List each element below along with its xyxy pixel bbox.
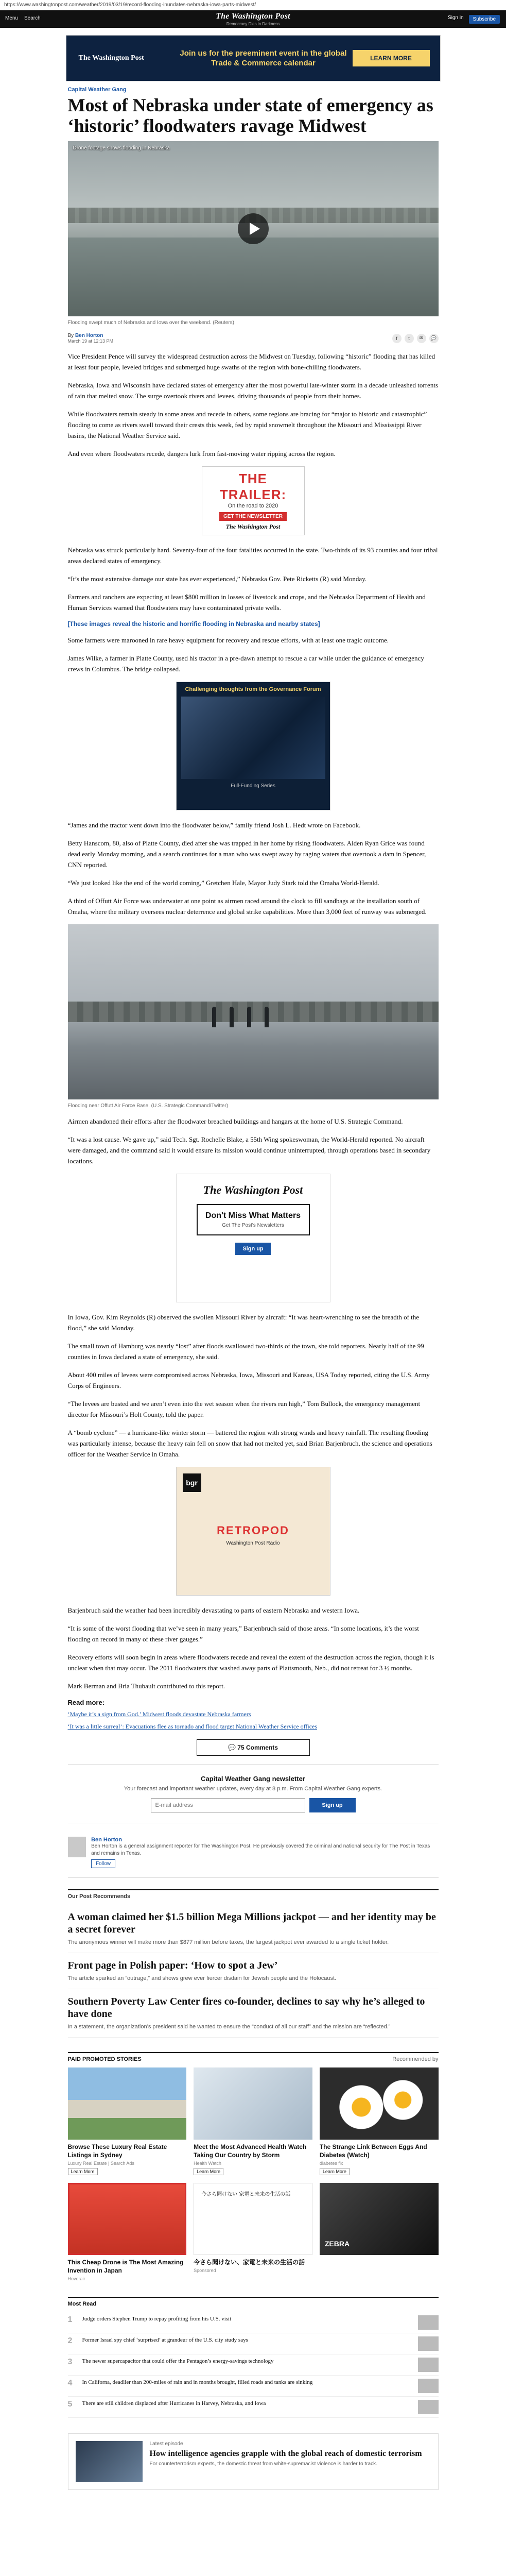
article-paragraph: In Iowa, Gov. Kim Reynolds (R) observed the swollen Missouri River by aircraft: “It was heart-wrenching to see the breadth of the flood,” she said Monday.	[67, 1313, 420, 1332]
promo-title: Don't Miss What Matters	[205, 1211, 301, 1220]
photo-caption: Flooding near Offutt Air Force Base. (U.S. Strategic Command/Twitter)	[67, 1103, 229, 1109]
promoted-grid	[68, 2067, 439, 2281]
photo-people	[212, 1007, 269, 1027]
sign-in-link[interactable]: Sign in	[447, 15, 464, 21]
article-paragraph: Recovery efforts will soon begin in areas where floodwaters recede and reveal the extent of the destruction across the region, though it is unclear when that may occur. The 2011 floodwaters that washed away parts of Plattsmouth, Neb., did not retreat for 3 ½ months.	[67, 1653, 434, 1672]
mid-ad-footer: Full-Funding Series	[231, 783, 275, 789]
author-link[interactable]: Ben Horton	[75, 333, 103, 338]
top-banner-ad[interactable]	[66, 35, 441, 81]
retropod-title: RETROPOD	[217, 1524, 289, 1537]
related-story-link[interactable]: [These images reveal the historic and horrific flooding in Nebraska and nearby states]	[67, 620, 320, 628]
page-end-spacer	[68, 2500, 439, 2521]
trailer-subtitle: On the road to 2020	[228, 503, 278, 509]
ad-cta-button[interactable]: LEARN MORE	[353, 50, 430, 66]
article-paragraph: “We just looked like the end of the world coming,” Gretchen Hale, Mayor Judy Stark told the Omaha World-Herald.	[67, 879, 379, 887]
video-caption: Flooding swept much of Nebraska and Iowa over the weekend. (Reuters)	[67, 320, 235, 326]
rank-number: 4	[67, 2379, 73, 2387]
thumbnail	[418, 2379, 439, 2393]
article-headline: Most of Nebraska under state of emergency as ‘historic’ floodwaters ravage Midwest	[67, 95, 433, 136]
promoted-image	[194, 2067, 312, 2140]
menu-button[interactable]: Menu	[5, 15, 19, 21]
article-paragraph: While floodwaters remain steady in some areas and recede in others, some regions are bracing for “major to historic and catastrophic” flooding to come as rivers swell toward their crests this week, fed by rapid snowmelt throughout the Missouri and Mississippi River basins, the National Weather Service said.	[67, 410, 427, 439]
newsletter-title: Capital Weather Gang newsletter	[201, 1775, 305, 1783]
byline-prefix: By	[67, 333, 74, 338]
learn-more-button[interactable]: Learn More	[68, 2168, 98, 2175]
lead-video[interactable]	[68, 141, 439, 316]
zebra-logo: ZEBRA	[324, 2240, 350, 2248]
newsletter-promo-ad[interactable]	[176, 1174, 330, 1302]
site-logo[interactable]: The Washington Post	[216, 12, 290, 21]
newsletter-form	[68, 1798, 439, 1812]
read-more-link[interactable]: ‘Maybe it’s a sign from God.’ Midwest floods devastate Nebraska farmers	[67, 1710, 251, 1718]
promo-subtitle: Get The Post's Newsletters	[222, 1223, 284, 1228]
trailer-title: THE TRAILER:	[219, 471, 287, 502]
learn-more-button[interactable]: Learn More	[194, 2168, 223, 2175]
most-read-headline[interactable]: Former Israel spy chief ‘surprised’ at grandeur of the U.S. city study says	[82, 2337, 248, 2343]
masthead-menu	[5, 15, 41, 21]
article-paragraph: “It is some of the worst flooding that we’ve seen in many years,” Barjenbruch said of those areas. “In some locations, it’s the worst flooding on record in many of these river gauges.”	[67, 1624, 419, 1643]
recommendation-summary: The article sparked an “outrage,” and shows grew ever fiercer disdain for Jewish people and the Holocaust.	[67, 1975, 337, 1981]
episode-thumbnail	[76, 2441, 143, 2482]
promoted-card[interactable]	[68, 2183, 187, 2281]
most-read-heading: Most Read	[67, 2301, 97, 2307]
video-floodwater	[68, 238, 439, 316]
promoted-sponsor: Luxury Real Estate | Search Ads	[67, 2161, 134, 2166]
article-paragraph: A third of Offutt Air Force was underwater at one point as airmen raced around the clock to fill sandbags at the installation south of Omaha, where the military oversees nuclear deterrence and global strike capabilities. More than 3,000 feet of runway was submerged.	[67, 897, 427, 916]
episode-headline[interactable]: How intelligence agencies grapple with the global reach of domestic terrorism	[149, 2449, 422, 2458]
most-read-headline[interactable]: In Californa, deadlier than 200-miles of rain and in months brought, filled roads and tanks are sinking	[82, 2379, 313, 2385]
promoted-title: This Cheap Drone is The Most Amazing Invention in Japan	[67, 2259, 184, 2274]
recommendation-headline[interactable]: Front page in Polish paper: ‘How to spot a Jew’	[67, 1960, 278, 1971]
article-paragraph: “The levees are busted and we aren’t even into the wet season when the rivers run high,” Tom Bullock, the emergency management director for Missouri’s Holt County, told the paper.	[67, 1400, 421, 1418]
list-item[interactable]	[68, 2312, 439, 2333]
promoted-card[interactable]	[194, 2183, 312, 2281]
video-title-overlay: Drone footage shows flooding in Nebraska	[73, 145, 170, 151]
article-paragraph: About 400 miles of levees were compromised across Nebraska, Iowa, Missouri and Kansas, USA Today reported, citing the U.S. Army Corps of Engineers.	[67, 1371, 430, 1389]
recommendation-item[interactable]	[68, 1989, 439, 2038]
promoted-card[interactable]	[194, 2067, 312, 2176]
site-tagline: Democracy Dies in Darkness	[226, 22, 280, 26]
most-read-headline[interactable]: The newer supercapacitor that could offer the Pentagon’s energy-savings technology	[82, 2358, 274, 2364]
subscribe-button[interactable]: Subscribe	[469, 15, 500, 24]
article-paragraph: Airmen abandoned their efforts after the floodwater breached buildings and hangars at the home of U.S. Strategic Command.	[67, 1117, 403, 1125]
recommendations-heading: Our Post Recommends	[68, 1889, 439, 1900]
article-paragraph: James Wilke, a farmer in Platte County, used his tractor in a pre-dawn attempt to rescue a car while under the guidance of emergency crews in Columbus. The bridge collapsed.	[67, 654, 424, 673]
thumbnail	[418, 2400, 439, 2414]
rank-number: 5	[67, 2400, 73, 2409]
author-bio	[68, 1833, 439, 1878]
article-paragraph: The small town of Hamburg was nearly “lost” after floods swallowed two-thirds of the town, she told reporters. Nearly half of the 99 counties in Iowa declared a state of emergency, she said.	[67, 1342, 424, 1361]
article-paragraph: Betty Hanscom, 80, also of Platte County, died after she was trapped in her home by rising floodwaters. Aiden Ryan Grice was found dead early Monday morning, and a search continues for a man who was swept away by raging waters that overtook a dam in Spencer, CNN reported.	[67, 839, 426, 869]
promo-signup-button[interactable]: Sign up	[235, 1243, 270, 1255]
list-item[interactable]	[68, 2397, 439, 2418]
offutt-flood-photo	[68, 924, 439, 1099]
list-item[interactable]	[68, 2376, 439, 2397]
article-paragraph: “It was a lost cause. We gave up,” said Tech. Sgt. Rochelle Blake, a 55th Wing spokeswoman, the World-Herald reported. No aircraft were damaged, and the command said it would ensure its mission would continue uninterrupted, through operations based in secondary locations.	[67, 1136, 431, 1165]
promoted-title: Browse These Luxury Real Estate Listings in Sydney	[67, 2143, 167, 2159]
most-read-headline[interactable]: Judge orders Stephen Trump to repay profiting from his U.S. visit	[82, 2316, 232, 2322]
latest-episode[interactable]	[68, 2433, 439, 2490]
article-paragraph: “It’s the most extensive damage our state has ever experienced,” Nebraska Gov. Pete Ricketts (R) said Monday.	[67, 575, 367, 583]
avatar	[68, 1837, 86, 1857]
article-paragraph: Mark Berman and Bria Thubault contributed to this report.	[67, 1682, 225, 1690]
retropod-ad[interactable]	[176, 1467, 330, 1596]
article-kicker[interactable]: Capital Weather Gang	[67, 87, 127, 93]
thumbnail	[418, 2336, 439, 2351]
most-read-headline[interactable]: There are still children displaced after Hurricanes in Harvey, Nebraska, and Iowa	[82, 2400, 266, 2406]
promo-logo: The Washington Post	[203, 1183, 303, 1196]
mid-article-ad[interactable]	[176, 682, 330, 810]
article-paragraph: Vice President Pence will survey the widespread destruction across the Midwest on Tuesday, following “historic” flooding that has killed at least four people, leveled bridges and submerged huge swaths of the region with bone-chilling floodwaters.	[67, 352, 435, 371]
promoted-card[interactable]	[320, 2183, 439, 2281]
promoted-title: The Strange Link Between Eggs And Diabetes (Watch)	[319, 2143, 427, 2159]
facebook-icon[interactable]: f	[392, 334, 402, 343]
masthead-actions	[448, 15, 500, 24]
site-masthead	[0, 10, 506, 28]
comments-count: 75 Comments	[237, 1744, 278, 1751]
recommendation-item[interactable]	[68, 1905, 439, 1953]
episode-summary: For counterterrorism experts, the domestic threat from white-supremacist violence is harder to track.	[149, 2461, 377, 2467]
publish-date: March 19 at 12:13 PM	[67, 338, 114, 344]
newsletter-description: Your forecast and important weather updates, every day at 8 p.m. From Capital Weather Gang experts.	[124, 1786, 382, 1792]
thumbnail	[418, 2358, 439, 2372]
trailer-brand: The Washington Post	[225, 523, 281, 530]
episode-label: Latest episode	[149, 2441, 183, 2447]
promoted-title: Meet the Most Advanced Health Watch Taking Our Country by Storm	[194, 2143, 307, 2159]
list-item[interactable]	[68, 2354, 439, 2376]
read-more-link[interactable]: ‘It was a little surreal’: Evacuations flee as tornado and flood target National Weather Service offices	[67, 1723, 318, 1730]
article	[68, 87, 439, 2521]
promoted-image	[194, 2183, 312, 2255]
article-paragraph: And even where floodwaters recede, dangers lurk from fast-moving water ripping across the region.	[67, 450, 336, 457]
author-name-link[interactable]: Ben Horton	[91, 1837, 122, 1843]
recommendation-headline[interactable]: Southern Poverty Law Center fires co-founder, declines to say why he’s alleged to have done	[67, 1996, 425, 2020]
promoted-jp-text: 今さら聞けない 家電と未来の生活の話	[201, 2192, 291, 2197]
share-tools	[392, 334, 439, 343]
follow-button[interactable]: Follow	[91, 1859, 115, 1868]
search-button[interactable]: Search	[24, 15, 41, 21]
article-paragraph: Farmers and ranchers are expecting at least $800 million in losses of livestock and crops, and the Nebraska Department of Health and Human Services warned that floodwaters may have contaminated private wells.	[67, 593, 426, 612]
promoted-image	[68, 2067, 187, 2140]
article-paragraph: Nebraska, Iowa and Wisconsin have declared states of emergency after the most powerful late-winter storm in a decade unleashed torrents of rain that melted snow. The surge overtook rivers and levees, driving thousands of people from their homes.	[67, 381, 439, 400]
ad-copy: Join us for the preeminent event in the global Trade & Commerce calendar	[180, 49, 347, 67]
retropod-badge: bgr	[183, 1473, 201, 1492]
recommendation-summary: In a statement, the organization’s president said he wanted to ensure the “conduct of all our staff” and the mission are “reflected.”	[67, 2024, 391, 2030]
promo-box	[197, 1204, 310, 1235]
promoted-image	[320, 2183, 439, 2255]
email-icon[interactable]: ✉	[417, 334, 426, 343]
promoted-title: PAID PROMOTED STORIES	[67, 2056, 142, 2062]
promoted-card[interactable]	[68, 2067, 187, 2176]
rank-number: 3	[67, 2358, 73, 2366]
read-more-heading: Read more:	[67, 1699, 105, 1706]
promoted-stories-heading	[68, 2052, 439, 2062]
list-item[interactable]	[68, 2333, 439, 2354]
play-icon[interactable]	[238, 213, 269, 244]
promoted-sponsor: Hoverair	[67, 2276, 85, 2281]
retropod-subtitle: Washington Post Radio	[226, 1540, 280, 1546]
recommended-by[interactable]: Recommended by	[392, 2056, 439, 2062]
rank-number: 1	[67, 2315, 73, 2324]
cwg-newsletter-signup	[68, 1764, 439, 1823]
article-paragraph: A “bomb cyclone” — a hurricane-like winter storm — battered the region with strong winds and heavy rainfall. The resulting flooding was particularly intense, because the heavy rain fell on snow that had not melted yet, said Brian Barjenbruch, the science and operations officer for the Weather Service in Omaha.	[67, 1429, 432, 1458]
recommendation-item[interactable]	[68, 1953, 439, 1989]
promoted-sponsor: Health Watch	[194, 2161, 221, 2166]
twitter-icon[interactable]: t	[405, 334, 414, 343]
recommendation-summary: The anonymous winner will make more than $877 million before taxes, the largest jackpot ever awarded to a single ticket holder.	[67, 1939, 389, 1945]
comment-icon[interactable]: 💬	[429, 334, 439, 343]
promoted-card[interactable]	[320, 2067, 439, 2176]
mid-ad-headline: Challenging thoughts from the Governance Forum	[185, 686, 321, 692]
byline-author	[68, 333, 114, 338]
promoted-sponsor: diabetes fix	[319, 2161, 343, 2166]
author-bio-text: Ben Horton is a general assignment reporter for The Washington Post. He previously covered the criminal and national security for The Post in Texas and remains in Texas.	[91, 1843, 430, 1856]
article-paragraph: Barjenbruch said the weather had been incredibly devastating to parts of eastern Nebraska and western Iowa.	[67, 1606, 360, 1614]
promoted-title: 今さら聞けない、家電と未来の生活の話	[194, 2259, 305, 2266]
article-paragraph: Nebraska was struck particularly hard. Seventy-four of the four fatalities occurred in the state. Two-thirds of its 93 counties and four tribal areas declared states of emergency.	[67, 546, 438, 565]
trailer-cta-button[interactable]: GET THE NEWSLETTER	[219, 512, 287, 521]
newsletter-signup-button[interactable]: Sign up	[309, 1798, 356, 1812]
promoted-image	[320, 2067, 439, 2140]
trailer-newsletter-ad[interactable]	[202, 466, 305, 535]
most-read-list	[68, 2312, 439, 2418]
rank-number: 2	[67, 2336, 73, 2345]
ad-brand: The Washington Post	[78, 54, 144, 62]
promoted-image	[68, 2183, 187, 2255]
byline	[68, 333, 439, 344]
promoted-sponsor: Sponsored	[194, 2268, 216, 2273]
recommendation-headline[interactable]: A woman claimed her $1.5 billion Mega Millions jackpot — and her identity may be a secret forever	[67, 1911, 436, 1935]
article-paragraph: “James and the tractor went down into the floodwater below,” family friend Josh L. Hedt wrote on Facebook.	[67, 821, 361, 829]
learn-more-button[interactable]: Learn More	[320, 2168, 350, 2175]
comments-button[interactable]: 💬 75 Comments	[197, 1739, 310, 1756]
email-field[interactable]	[151, 1798, 305, 1812]
address-bar[interactable]: https://www.washingtonpost.com/weather/2019/03/19/record-flooding-inundates-nebraska-iowa-parts-midwest/	[0, 0, 506, 10]
article-paragraph: Some farmers were marooned in rare heavy equipment for recovery and rescue efforts, with at least one tragic outcome.	[67, 636, 389, 644]
mid-ad-image	[181, 697, 325, 779]
most-read	[68, 2297, 439, 2418]
thumbnail	[418, 2315, 439, 2330]
